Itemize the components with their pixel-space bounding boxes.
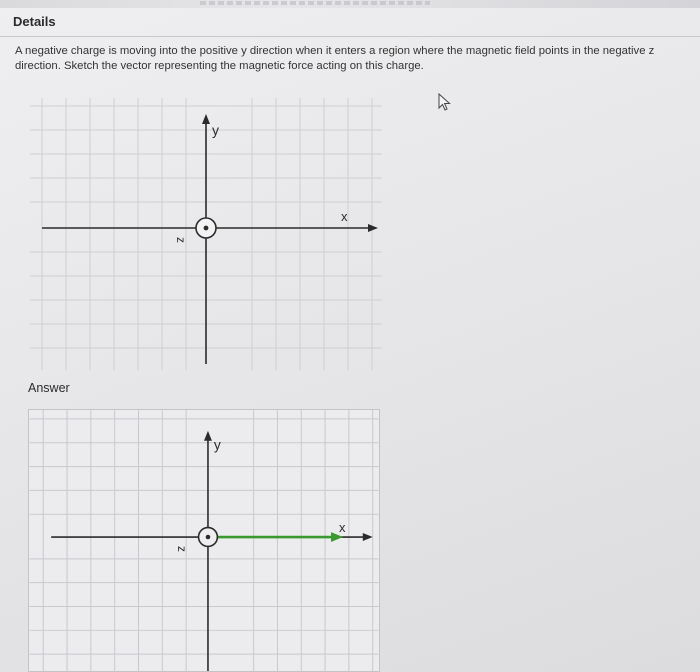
divider [0,36,700,37]
question-graph[interactable] [30,98,382,370]
section-title: Details [13,14,56,29]
z-axis-dot [204,226,209,231]
y-axis-arrowhead [202,114,210,124]
x-axis-arrowhead [363,533,373,541]
x-axis-arrowhead [368,224,378,232]
z-axis-label: z [175,545,190,552]
x-axis-label: x [338,520,346,536]
answer-label: Answer [28,381,70,395]
top-bar [0,0,700,8]
mouse-pointer-icon [437,93,453,111]
answer-graph[interactable] [28,409,380,672]
y-axis-label: y [213,436,221,453]
y-axis-arrowhead [204,431,212,441]
question-text: A negative charge is moving into the positive y direction when it enters a region where the magnetic field points in the negative z direction. Sketch the vector representing the magnetic force acting on this charge. [15,45,655,72]
y-axis-label: y [212,122,219,138]
z-axis-label: z [174,237,188,243]
z-axis-dot [206,535,211,540]
top-bar-text-blur [200,1,430,5]
x-axis-label: x [341,209,348,224]
